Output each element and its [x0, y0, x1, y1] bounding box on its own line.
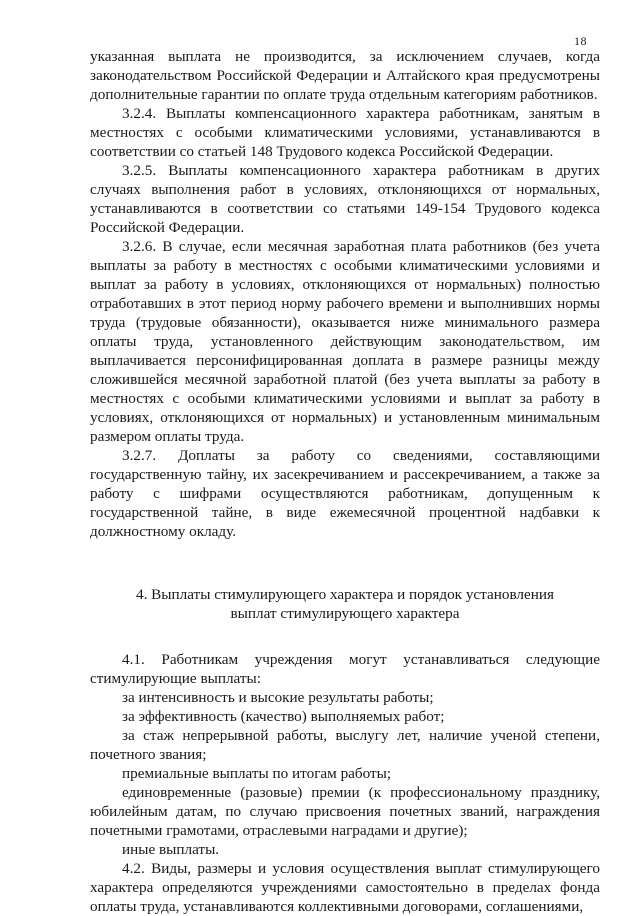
list-item: за эффективность (качество) выполняемых работ;: [122, 708, 445, 725]
spacer: [90, 541, 600, 585]
list-item: премиальные выплаты по итогам работы;: [122, 765, 392, 782]
paragraph-3-2-7: 3.2.7. Доплаты за работу со сведениями, составляющими государственную тайну, их засекречиванием и рассекречиванием, а также за работу с шифрами осуществляются работникам, допущенным к государственной тайне, в виде ежемесячной процентной надбавки к должностному окладу.: [90, 447, 600, 540]
paragraph-4-1: 4.1. Работникам учреждения могут устанавливаться следующие стимулирующие выплаты:: [90, 651, 600, 687]
spacer: [90, 623, 600, 650]
paragraph-4-2: 4.2. Виды, размеры и условия осуществления выплат стимулирующего характера определяются учреждениями самостоятельно в пределах фонда оплаты труда, устанавливаются коллективными договорами, соглашениями,: [90, 860, 600, 915]
list-item: единовременные (разовые) премии (к профессиональному празднику, юбилейным датам, по случаю присвоения почетных званий, награждения почетными грамотами, отраслевыми наградами и другие);: [90, 784, 600, 839]
list-item: иные выплаты.: [122, 841, 220, 858]
paragraph-3-2-6: 3.2.6. В случае, если месячная заработная плата работников (без учета выплаты за работу в местностях с особыми климатическими условиями и выплат за работу в условиях, отклоняющихся от нормальных) полностью отработавших в этот период норму рабочего времени и выполнивших нормы труда (трудовые обязанности), оказывается ниже минимального размера оплаты труда, установленного действующим законодательством, им выплачивается персонифицированная доплата в размере разницы между сложившейся месячной заработной платой (без учета выплаты за работу в местностях с особыми климатическими условиями и выплат за работу в условиях, отклоняющихся от нормальных) и установленным минимальным размером оплаты труда.: [90, 238, 600, 445]
paragraph-3-2-5: 3.2.5. Выплаты компенсационного характера работникам в других случаях выполнения работ в условиях, отклоняющихся от нормальных, устанавливаются в соответствии со статьями 149-154 Трудового кодекса Российской Федерации.: [90, 162, 600, 236]
section-heading-line-2: выплат стимулирующего характера: [230, 605, 460, 622]
payments-list: [90, 688, 600, 859]
page-number: 18: [574, 34, 587, 48]
section-heading-line-1: 4. Выплаты стимулирующего характера и порядок установления: [135, 586, 554, 603]
list-item: за интенсивность и высокие результаты работы;: [122, 689, 434, 706]
document-body: [90, 47, 600, 916]
paragraph-3-2-4: 3.2.4. Выплаты компенсационного характера работникам, занятым в местностях с особыми климатическими условиями, устанавливаются в соответствии со статьей 148 Трудового кодекса Российской Федерации.: [90, 105, 600, 160]
section-heading: [90, 585, 600, 623]
paragraph-continuation: указанная выплата не производится, за исключением случаев, когда законодательством Российской Федерации и Алтайского края предусмотрены дополнительные гарантии по оплате труда отдельным категориям работников.: [90, 48, 600, 103]
list-item: за стаж непрерывной работы, выслугу лет, наличие ученой степени, почетного звания;: [90, 727, 600, 763]
